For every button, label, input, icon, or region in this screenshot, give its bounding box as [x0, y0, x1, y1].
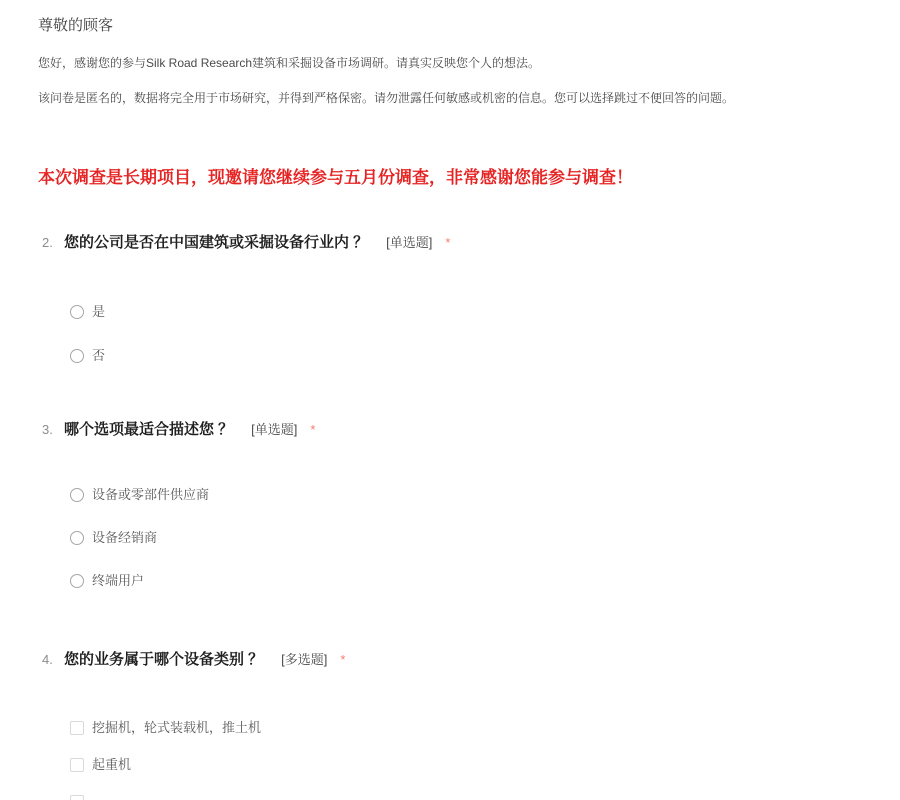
question-2-number: 2.: [42, 235, 53, 250]
checkbox-option-cutoff[interactable]: [70, 793, 870, 800]
checkbox-icon[interactable]: [70, 758, 84, 772]
question-2-required-asterisk: *: [445, 235, 451, 250]
option-label[interactable]: 终端用户: [92, 573, 145, 588]
question-4-header: [38, 650, 870, 670]
checkbox-icon[interactable]: [70, 721, 84, 735]
option-label[interactable]: 起重机: [92, 757, 132, 772]
radio-button-icon[interactable]: [70, 488, 84, 502]
radio-button-icon[interactable]: [70, 531, 84, 545]
checkbox-option-cranes[interactable]: [70, 756, 870, 774]
survey-notice: 本次调查是长期项目，现邀请您继续参与五月份调查，非常感谢您能参与调查！: [38, 168, 633, 187]
question-3-number: 3.: [42, 422, 53, 437]
option-label[interactable]: 设备经销商: [92, 530, 158, 545]
question-3-options: [70, 486, 870, 590]
checkbox-icon[interactable]: [70, 795, 84, 800]
option-label[interactable]: 挖掘机，轮式装载机，推土机: [92, 720, 262, 735]
question-3-required-asterisk: *: [310, 422, 316, 437]
question-3: [38, 420, 870, 590]
question-4: [38, 650, 870, 800]
radio-option-no[interactable]: [70, 347, 870, 365]
option-label[interactable]: 是: [92, 304, 106, 319]
question-4-type-tag: [多选题]: [281, 652, 328, 667]
radio-button-icon[interactable]: [70, 574, 84, 588]
radio-option-end-user[interactable]: [70, 572, 870, 590]
radio-option-yes[interactable]: [70, 303, 870, 321]
question-2-options: [70, 303, 870, 365]
question-3-header: [38, 420, 870, 440]
question-3-title: 哪个选项最适合描述您 ？: [64, 421, 234, 438]
checkbox-option-excavators[interactable]: [70, 719, 870, 737]
question-2-title: 您的公司是否在中国建筑或采掘设备行业内 ？: [64, 234, 369, 251]
intro-paragraph-2: 该问卷是匿名的，数据将完全用于市场研究，并得到严格保密。请勿泄露任何敏感或机密的信息。您可以选择跳过不便回答的问题。: [38, 91, 735, 105]
question-4-required-asterisk: *: [340, 652, 346, 667]
question-2-type-tag: [单选题]: [386, 235, 433, 250]
radio-button-icon[interactable]: [70, 305, 84, 319]
greeting-heading: 尊敬的顾客: [38, 17, 114, 34]
question-4-title: 您的业务属于哪个设备类别 ？: [64, 651, 264, 668]
intro-paragraph-1: 您好，感谢您的参与Silk Road Research建筑和采掘设备市场调研。请真实反映您个人的想法。: [38, 56, 541, 70]
question-2: [38, 233, 870, 365]
radio-button-icon[interactable]: [70, 349, 84, 363]
question-4-options: [70, 719, 870, 800]
radio-option-dealer[interactable]: [70, 529, 870, 547]
option-label[interactable]: 设备或零部件供应商: [92, 487, 210, 502]
question-4-number: 4.: [42, 652, 53, 667]
question-3-type-tag: [单选题]: [251, 422, 298, 437]
radio-option-supplier[interactable]: [70, 486, 870, 504]
option-label[interactable]: 否: [92, 348, 106, 363]
question-2-header: [38, 233, 870, 253]
